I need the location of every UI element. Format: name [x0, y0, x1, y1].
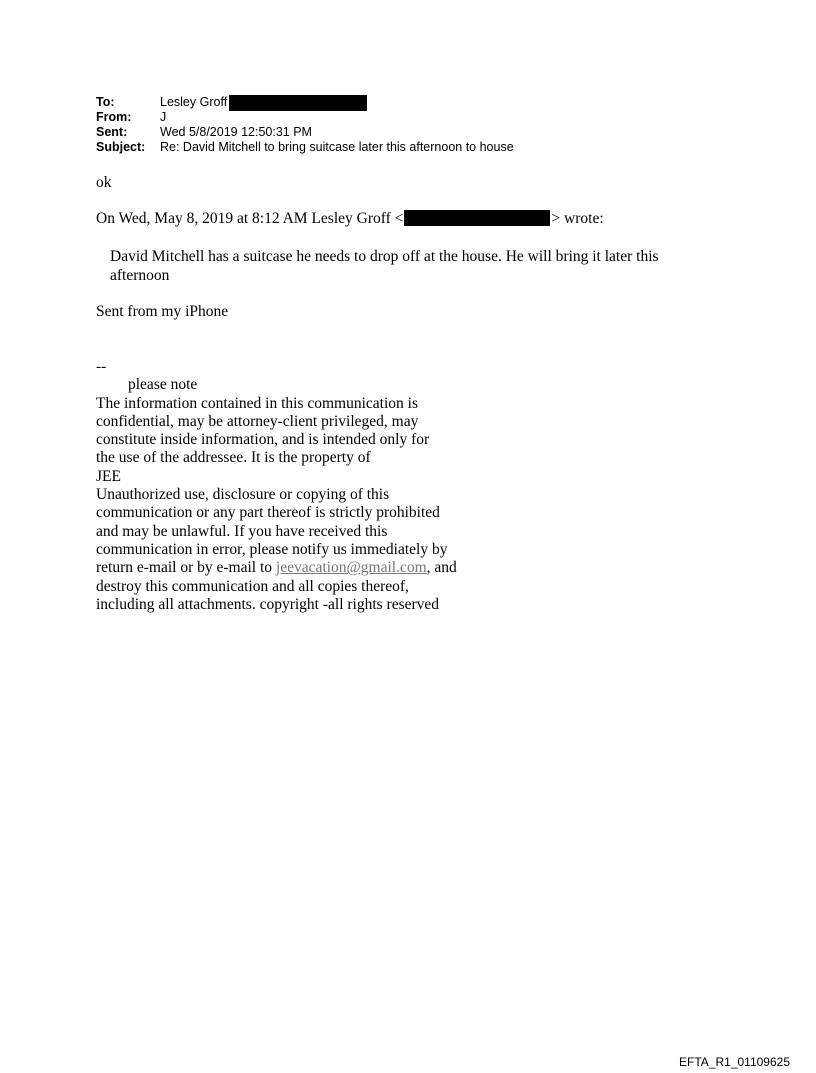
disclaimer-line: confidential, may be attorney-client privileged, may: [96, 412, 419, 430]
sent-value: Wed 5/8/2019 12:50:31 PM: [160, 125, 312, 139]
email-header: [96, 95, 514, 155]
redaction-bar: [404, 210, 550, 226]
subject-value: Re: David Mitchell to bring suitcase later this afternoon to house: [160, 140, 514, 154]
signature-block: [96, 358, 516, 614]
from-row: [96, 110, 514, 125]
subject-row: [96, 140, 514, 155]
to-row: [96, 95, 514, 110]
disclaimer-line: Unauthorized use, disclosure or copying of this: [96, 486, 390, 504]
sent-from-line: Sent from my iPhone: [96, 303, 229, 320]
quote-intro: [96, 210, 604, 228]
quoted-message: David Mitchell has a suitcase he needs to drop off at the house. He will bring it later this afternoon: [110, 248, 659, 284]
disclaimer-line: including all attachments. copyright -all rights reserved: [96, 595, 440, 613]
to-value: Lesley Groff: [160, 95, 228, 109]
subject-label: Subject:: [96, 140, 146, 154]
disclaimer-line: JEE: [96, 467, 121, 485]
redaction-bar: [229, 95, 367, 111]
disclaimer-line: [96, 559, 516, 577]
sent-row: [96, 125, 514, 140]
disclaimer-line: communication or any part thereof is strictly prohibited: [96, 504, 440, 522]
quote-intro-start: On Wed, May 8, 2019 at 8:12 AM Lesley Groff <: [96, 210, 404, 227]
document-id: EFTA_R1_01109625: [679, 1055, 790, 1069]
to-label: To:: [96, 95, 115, 109]
disclaimer-text: return e-mail or by e-mail to: [96, 559, 276, 577]
disclaimer-line: and may be unlawful. If you have received this: [96, 522, 388, 540]
signature-dashes: --: [96, 358, 107, 375]
disclaimer-line: constitute inside information, and is intended only for: [96, 431, 430, 449]
email-link[interactable]: jeevacation@gmail.com: [275, 559, 427, 577]
from-value: J: [160, 110, 167, 124]
from-label: From:: [96, 110, 132, 124]
disclaimer-line: communication in error, please notify us immediately by: [96, 540, 448, 558]
disclaimer-line: the use of the addressee. It is the property of: [96, 449, 371, 467]
sent-label: Sent:: [96, 125, 128, 139]
disclaimer-line: The information contained in this communication is: [96, 394, 418, 412]
quote-intro-end: > wrote:: [551, 210, 604, 227]
disclaimer-line: destroy this communication and all copies thereof,: [96, 577, 409, 595]
please-note: please note: [128, 376, 198, 394]
reply-body: ok: [96, 174, 112, 191]
disclaimer-text: , and: [426, 559, 457, 577]
